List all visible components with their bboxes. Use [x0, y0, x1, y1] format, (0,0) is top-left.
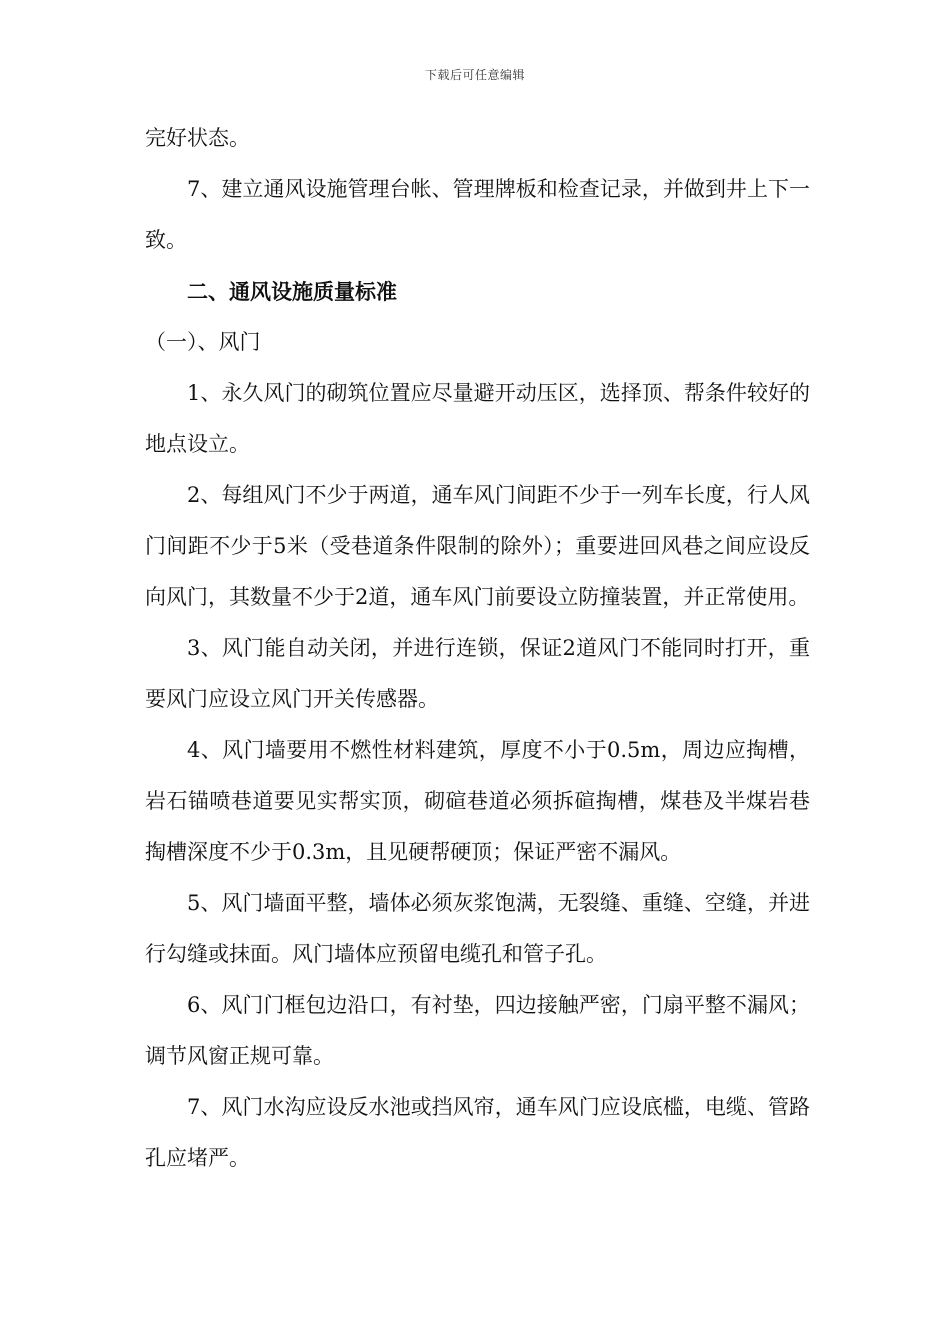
subsection-heading: （一）、风门: [145, 330, 261, 354]
paragraph-item-7b: 7、风门水沟应设反水池或挡风帘，通车风门应设底槛，电缆、管路孔应堵严。: [145, 1095, 810, 1170]
paragraph-item-4: 4、风门墙要用不燃性材料建筑，厚度不小于0.5m，周边应掏槽，岩石锚喷巷道要见实帮实顶，砌碹巷道必须拆碹掏槽，煤巷及半煤岩巷掏槽深度不少于0.3m，且见硬帮硬顶；保证严密不漏风。: [145, 738, 810, 864]
section-heading: 二、通风设施质量标准: [187, 279, 397, 304]
paragraph-item-3: 3、风门能自动关闭，并进行连锁，保证2道风门不能同时打开，重要风门应设立风门开关传感器。: [145, 636, 810, 711]
paragraph-item-1: 1、永久风门的砌筑位置应尽量避开动压区，选择顶、帮条件较好的地点设立。: [145, 381, 810, 456]
paragraph-item-7: 7、建立通风设施管理台帐、管理牌板和检查记录，并做到井上下一致。: [145, 177, 810, 252]
document-body: [145, 113, 810, 1184]
paragraph-item-5: 5、风门墙面平整，墙体必须灰浆饱满，无裂缝、重缝、空缝，并进行勾缝或抹面。风门墙体应预留电缆孔和管子孔。: [145, 891, 810, 966]
paragraph-item-6: 6、风门门框包边沿口，有衬垫，四边接触严密，门扇平整不漏风；调节风窗正规可靠。: [145, 993, 810, 1068]
paragraph-continuation: 完好状态。: [145, 126, 250, 150]
page-header: 下载后可任意编辑: [424, 68, 525, 82]
paragraph-item-2: 2、每组风门不少于两道，通车风门间距不少于一列车长度，行人风门间距不少于5米（受巷道条件限制的除外）；重要进回风巷之间应设反向风门，其数量不少于2道，通车风门前要设立防撞装置，并正常使用。: [145, 483, 810, 609]
